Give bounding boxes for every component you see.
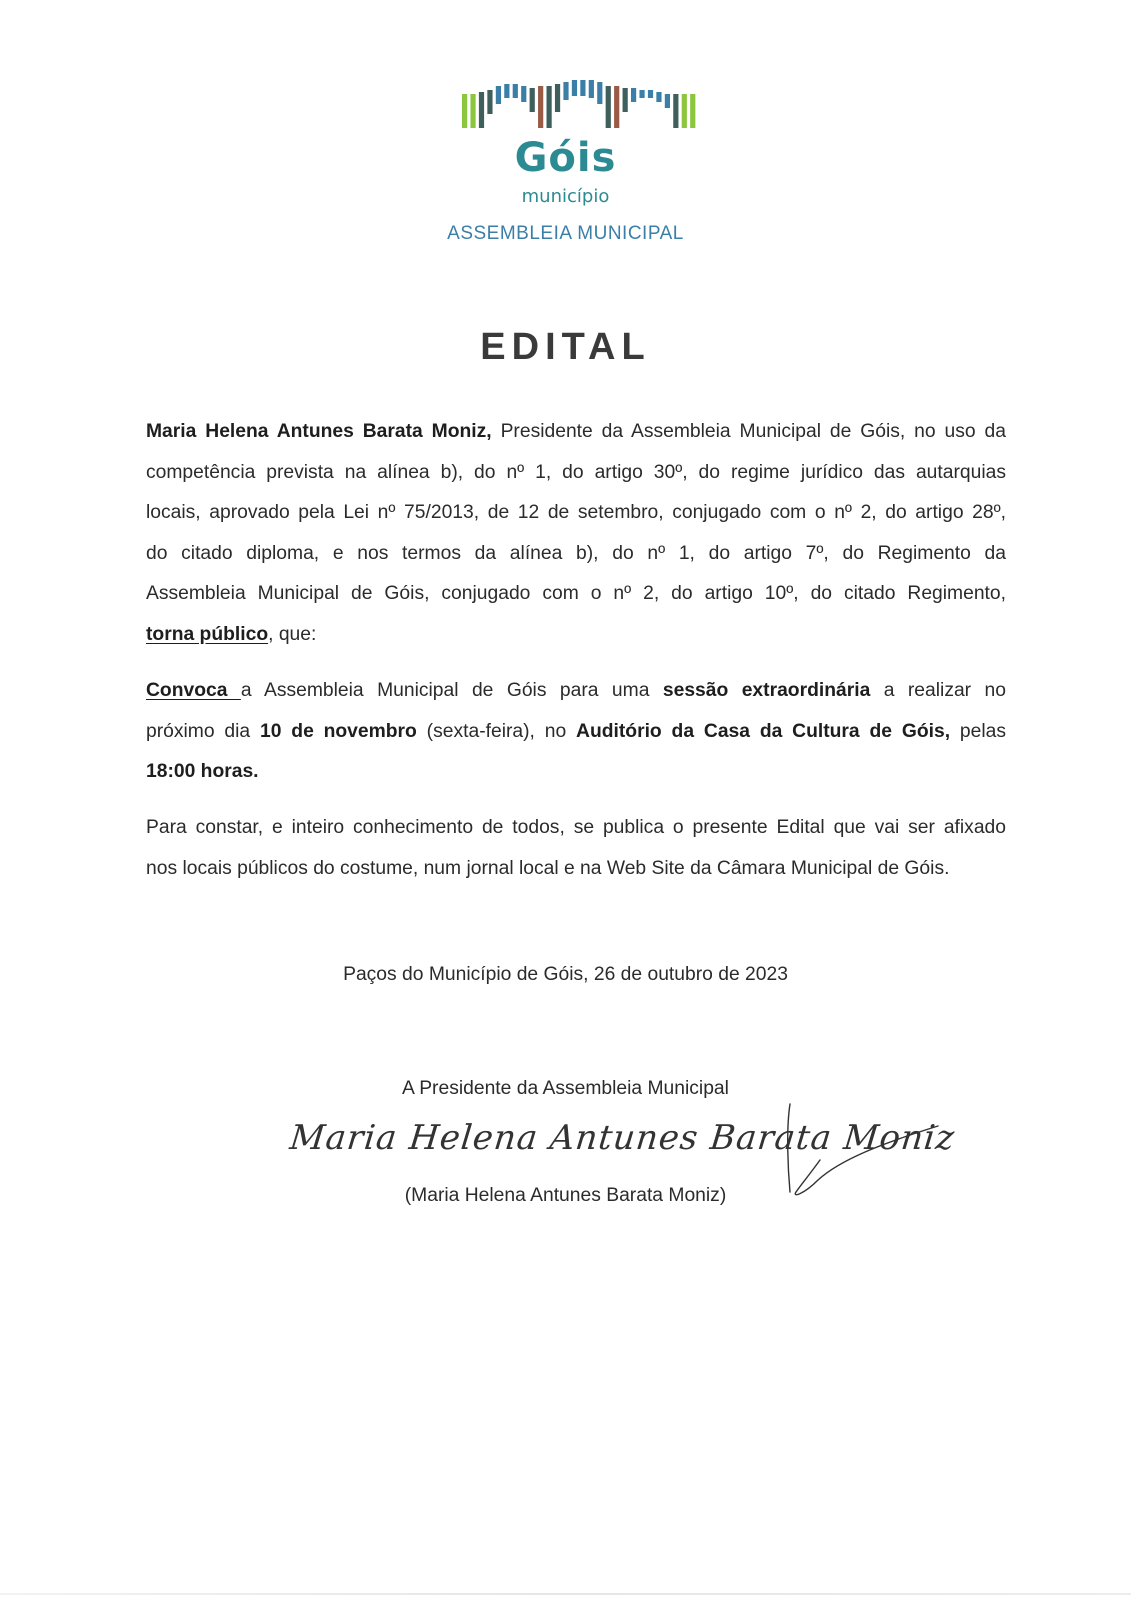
logo-bar	[623, 88, 628, 112]
logo-bar	[530, 88, 535, 112]
logo-bar	[521, 86, 526, 102]
logo-bar	[563, 82, 568, 100]
logo-bar	[682, 94, 687, 128]
paragraph-legal-basis	[146, 412, 1006, 655]
signatory-printed-name: (Maria Helena Antunes Barata Moniz)	[404, 1185, 727, 1206]
organization-name: ASSEMBLEIA MUNICIPAL	[447, 223, 684, 244]
paragraph-line	[146, 752, 1006, 793]
paragraph-line: Para constar, e inteiro conhecimento de todos, se publica o presente Edital que vai ser afixado	[146, 817, 1006, 838]
logo-bar	[690, 94, 695, 128]
logo-bar	[479, 92, 484, 128]
logo-bar	[589, 80, 594, 98]
paragraph-line: competência prevista na alínea b), do nº 1, do artigo 30º, do regime jurídico das autarquias	[146, 461, 1006, 483]
bridge-arches-icon	[460, 72, 700, 128]
logo-bar	[547, 86, 552, 128]
signatory-role: A Presidente da Assembleia Municipal	[402, 1078, 729, 1099]
logo-name: Góis	[514, 135, 617, 181]
text-run: pelas	[950, 720, 1006, 742]
logo-bar	[648, 90, 653, 98]
logo-bar	[555, 84, 560, 112]
paragraph-line: do citado diploma, e nos termos da alínea b), do nº 1, do artigo 7º, do Regimento da	[146, 542, 1006, 564]
logo-bar	[487, 90, 492, 114]
logo-bar	[614, 86, 619, 128]
place-date: Paços do Município de Góis, 26 de outubro de 2023	[343, 964, 788, 985]
logo-bar	[673, 94, 678, 128]
document-title: EDITAL	[480, 326, 651, 368]
text-run: Presidente da Assembleia Municipal de Góis, no uso da	[491, 421, 1006, 442]
logo-bar	[513, 84, 518, 98]
paragraph-line	[146, 412, 1006, 453]
text-run: a Assembleia Municipal de Góis para uma	[240, 680, 663, 701]
paragraph-line	[146, 712, 1006, 753]
logo-bar	[538, 86, 543, 128]
paragraph-line	[146, 615, 1006, 656]
text-run: , que:	[268, 623, 317, 645]
paragraph-convocation	[146, 671, 1006, 793]
session-date: 10 de novembro	[260, 720, 417, 742]
logo-bar	[462, 94, 467, 128]
logo-bar	[665, 94, 670, 108]
logo-bar	[496, 86, 501, 104]
text-run: próximo dia	[146, 720, 260, 742]
logo-bar	[656, 92, 661, 102]
president-name: Maria Helena Antunes Barata Moniz,	[146, 421, 492, 442]
logo-bar	[572, 80, 577, 96]
paragraph-line	[146, 671, 1006, 712]
signature-stroke	[788, 1104, 938, 1195]
paragraph-publication	[146, 808, 1006, 889]
logo-bar	[639, 90, 644, 98]
logo-bar	[631, 88, 636, 102]
text-run: a realizar no	[870, 680, 1006, 701]
session-time: 18:00 horas.	[146, 761, 259, 782]
logo-subtitle: município	[521, 186, 610, 207]
scan-edge-line	[0, 1593, 1131, 1595]
logo-bar	[597, 82, 602, 104]
convoca-label: Convoca	[146, 680, 241, 701]
paragraph-line: nos locais públicos do costume, num jornal local e na Web Site da Câmara Municipal de Góis.	[146, 857, 950, 879]
logo-bar	[504, 84, 509, 98]
session-venue: Auditório da Casa da Cultura de Góis,	[576, 720, 951, 742]
text-run: (sexta-feira), no	[416, 720, 577, 742]
logo-bar	[470, 94, 475, 128]
paragraph-line: locais, aprovado pela Lei nº 75/2013, de 12 de setembro, conjugado com o nº 2, do artigo 28º,	[146, 502, 1006, 523]
torna-publico: orna público	[152, 623, 269, 645]
logo-bar	[580, 80, 585, 96]
paragraph-line: Assembleia Municipal de Góis, conjugado com o nº 2, do artigo 10º, do citado Regimento,	[146, 583, 1006, 604]
handwritten-signature: Maria Helena Antunes Barata Moniz	[287, 1118, 957, 1158]
logo-bar	[606, 86, 611, 128]
text-run: t	[146, 623, 153, 645]
session-type: sessão extraordinária	[662, 680, 871, 701]
